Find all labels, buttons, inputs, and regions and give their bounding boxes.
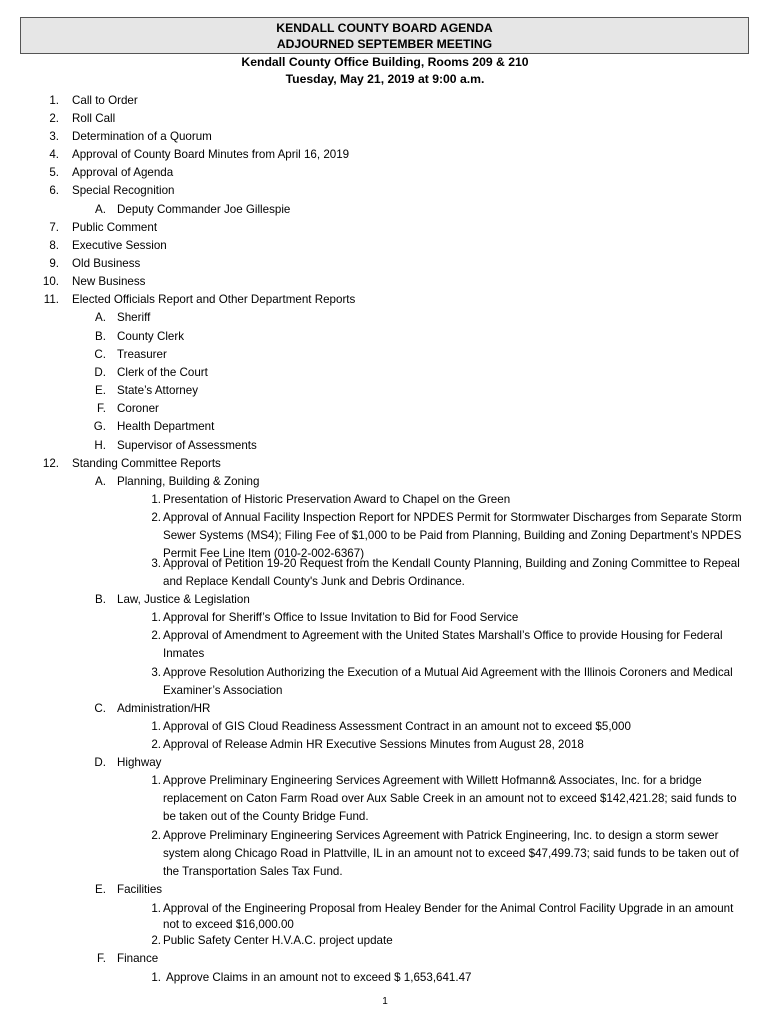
committee-highway: Highway xyxy=(117,756,162,769)
sub-item-deputy-commander: Deputy Commander Joe Gillespie xyxy=(117,203,291,216)
page-number: 1 xyxy=(382,996,388,1007)
item-number: 8. xyxy=(49,239,59,252)
agenda-item-standing-committee: Standing Committee Reports xyxy=(72,457,221,470)
lj-item-marshall-agreement: Approval of Amendment to Agreement with the United States Marshall’s Office to provide Housing for Federal Inmates xyxy=(163,629,723,661)
sub-item-clerk-of-court: Clerk of the Court xyxy=(117,366,208,379)
facilities-item-healey-bender: Approval of the Engineering Proposal from Healey Bender for the Animal Control Facility Upgrade in an amount not to exceed $16,000.00 xyxy=(163,902,734,931)
highway-item-patrick-engineering: Approve Preliminary Engineering Services Agreement with Patrick Engineering, Inc. to design a storm sewer system along Chicago Road in Plattville, IL in an amount not to exceed $47,499.73; said funds to be taken out of the Transportation Sales Tax Fund. xyxy=(163,829,739,879)
highway-item-willett-hofmann: Approve Preliminary Engineering Services Agreement with Willett Hofmann& Associates, Inc. for a bridge replacement on Caton Farm Road over Aux Sable Creek in an amount not to exceed $142,421.28; said funds to be taken out of the County Bridge Fund. xyxy=(163,774,737,824)
item-letter: E. xyxy=(95,384,106,397)
sub-item-states-attorney: State’s Attorney xyxy=(117,384,198,397)
agenda-subtitle: ADJOURNED SEPTEMBER MEETING xyxy=(276,37,493,51)
finance-item-approve-claims: Approve Claims in an amount not to exceed $ 1,653,641.47 xyxy=(166,971,472,984)
committee-law-justice: Law, Justice & Legislation xyxy=(117,593,250,606)
meeting-datetime: Tuesday, May 21, 2019 at 9:00 a.m. xyxy=(285,72,485,86)
item-letter: B. xyxy=(95,330,106,343)
sub-item-treasurer: Treasurer xyxy=(117,348,167,361)
item-number: 2. xyxy=(151,934,161,947)
item-number: 12. xyxy=(42,457,59,470)
item-letter: H. xyxy=(94,439,106,452)
item-number: 3. xyxy=(49,130,59,143)
agenda-item-old-business: Old Business xyxy=(72,257,141,270)
item-letter: A. xyxy=(95,311,106,324)
sub-item-health-department: Health Department xyxy=(117,420,215,433)
admin-item-release-minutes: Approval of Release Admin HR Executive Sessions Minutes from August 28, 2018 xyxy=(163,738,584,751)
item-letter: D. xyxy=(94,366,106,379)
agenda-title: KENDALL COUNTY BOARD AGENDA xyxy=(276,21,493,35)
agenda-header-box xyxy=(20,17,749,54)
lj-item-mutual-aid: Approve Resolution Authorizing the Execution of a Mutual Aid Agreement with the Illinois Coroners and Medical Examiner’s Association xyxy=(163,666,733,698)
item-number: 10. xyxy=(42,275,59,288)
item-number: 1. xyxy=(49,94,59,107)
item-number: 2. xyxy=(151,511,161,524)
item-number: 3. xyxy=(151,666,161,679)
agenda-item-executive-session: Executive Session xyxy=(72,239,167,252)
item-number: 1. xyxy=(151,971,161,984)
agenda-item-roll-call: Roll Call xyxy=(72,112,116,125)
sub-item-sheriff: Sheriff xyxy=(117,311,151,324)
item-number: 2. xyxy=(151,829,161,842)
admin-item-gis-cloud: Approval of GIS Cloud Readiness Assessment Contract in an amount not to exceed $5,000 xyxy=(163,720,631,733)
sub-item-county-clerk: County Clerk xyxy=(117,330,185,343)
agenda-item-quorum: Determination of a Quorum xyxy=(72,130,212,143)
agenda-item-special-recognition: Special Recognition xyxy=(72,184,175,197)
item-letter: C. xyxy=(94,348,106,361)
item-letter: F. xyxy=(96,402,106,415)
agenda-item-reports: Elected Officials Report and Other Department Reports xyxy=(72,293,356,306)
agenda-item-public-comment: Public Comment xyxy=(72,221,158,234)
pbz-item-petition-19-20: Approval of Petition 19-20 Request from the Kendall County Planning, Building and Zoning Committee to Repeal and Replace Kendall County's Junk and Debris Ordinance. xyxy=(163,557,740,589)
lj-item-food-service-bid: Approval for Sheriff’s Office to Issue Invitation to Bid for Food Service xyxy=(163,611,519,624)
item-number: 1. xyxy=(151,493,161,506)
item-number: 2. xyxy=(151,738,161,751)
item-number: 7. xyxy=(49,221,59,234)
pbz-item-historic-award: Presentation of Historic Preservation Award to Chapel on the Green xyxy=(163,493,511,506)
item-number: 2. xyxy=(49,112,59,125)
item-letter: F. xyxy=(96,952,106,965)
item-number: 1. xyxy=(151,774,161,787)
item-letter: G. xyxy=(93,420,106,433)
agenda-item-minutes: Approval of County Board Minutes from April 16, 2019 xyxy=(72,148,350,161)
item-number: 2. xyxy=(151,629,161,642)
agenda-item-approval-agenda: Approval of Agenda xyxy=(72,166,174,179)
agenda-item-call-to-order: Call to Order xyxy=(72,94,138,107)
item-number: 11. xyxy=(43,293,59,306)
sub-item-supervisor-assessments: Supervisor of Assessments xyxy=(117,439,257,452)
item-letter: E. xyxy=(95,883,106,896)
item-number: 9. xyxy=(49,257,59,270)
item-number: 1. xyxy=(151,611,161,624)
item-letter: B. xyxy=(95,593,106,606)
facilities-item-hvac-update: Public Safety Center H.V.A.C. project update xyxy=(163,934,393,947)
committee-finance: Finance xyxy=(117,952,159,965)
item-number: 1. xyxy=(151,720,161,733)
item-letter: C. xyxy=(94,702,106,715)
agenda-item-new-business: New Business xyxy=(72,275,146,288)
item-number: 5. xyxy=(49,166,59,179)
item-number: 3. xyxy=(151,557,161,570)
item-number: 4. xyxy=(49,148,59,161)
sub-item-coroner: Coroner xyxy=(117,402,159,415)
item-letter: D. xyxy=(94,756,106,769)
pbz-item-npdes-report: Approval of Annual Facility Inspection Report for NPDES Permit for Stormwater Discharges from Separate Storm Sewer Systems (MS4); Filing Fee of $1,000 to be Paid from Planning, Building and Zoning Department’s NPDES Permit Fee Line Item (010-2-002-6367) xyxy=(163,511,742,560)
committee-facilities: Facilities xyxy=(117,883,163,896)
committee-administration-hr: Administration/HR xyxy=(117,702,211,715)
committee-planning-building-zoning: Planning, Building & Zoning xyxy=(117,475,260,488)
meeting-location: Kendall County Office Building, Rooms 209 & 210 xyxy=(241,55,529,69)
item-number: 1. xyxy=(151,902,161,915)
item-number: 6. xyxy=(49,184,59,197)
item-letter: A. xyxy=(95,203,106,216)
item-letter: A. xyxy=(95,475,106,488)
